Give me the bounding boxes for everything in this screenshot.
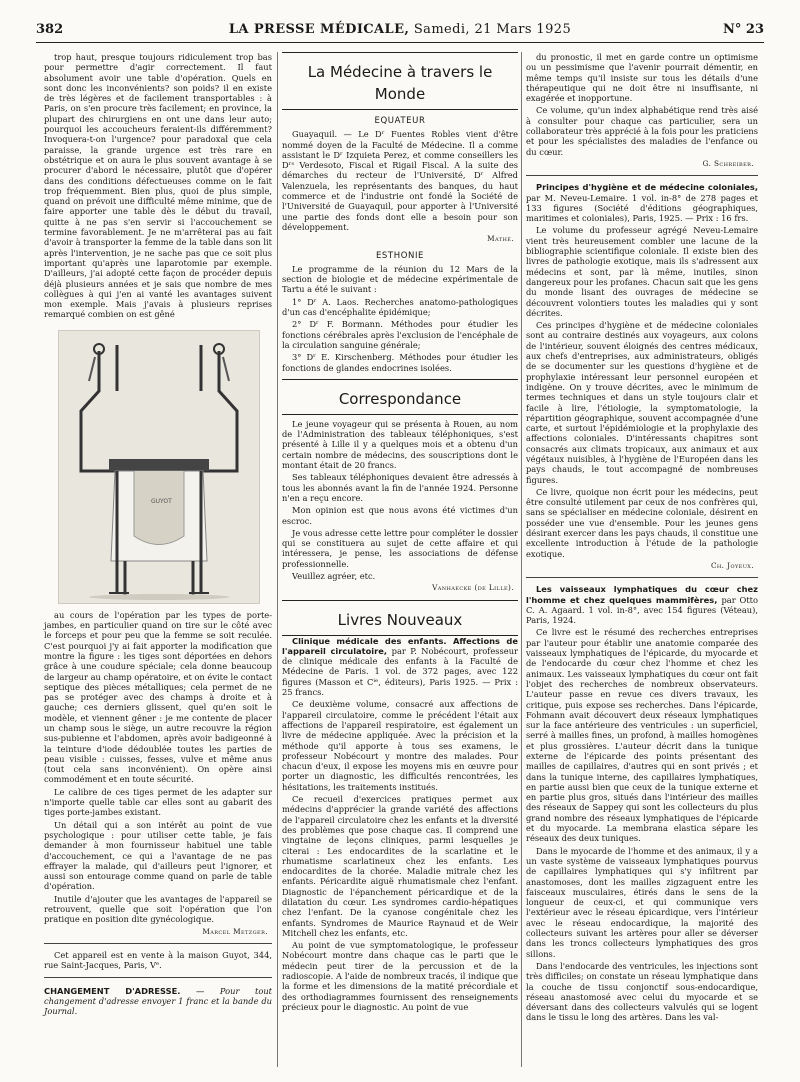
article-paragraph: Inutile d'ajouter que les avantages de l'appareil se retrouvent, quelle que soit l'opération que l'on pratique en position dite gynécologique. (44, 893, 272, 925)
review-paragraph: Au point de vue symptomatologique, le professeur Nobécourt montre dans chaque cas le parti que le médecin peut tirer de la percussion et de la radioscopie. A l'aide de nombreux tracés, il indique que la forme et les dimensions de la matité précordiale et des orthodiagrammes fournissent des renseignements précieux pour le diagnostic. Au point de vue (282, 940, 518, 1012)
author-signature: Vanhaecke (de Lille). (432, 583, 514, 593)
section-title: Correspondance (338, 389, 462, 408)
page-header (36, 22, 764, 52)
section-title: La Médecine à travers le Monde (307, 63, 493, 103)
author-signature: Ch. Joyeux. (710, 560, 754, 570)
review-paragraph: Dans l'endocarde des ventricules, les injections sont très difficiles; on constate un réseau lymphatique dans la couche de tissu conjonctif sous-endocardique, réseau anastomosé avec celui du myocarde et se déversant dans des collecteurs valvulés qui se logent dans le tissu le long des artères. Dans les val- (526, 960, 758, 1023)
review-paragraph: Dans le myocarde de l'homme et des animaux, il y a un vaste système de vaisseaux lymphatiques pourvus de capillaires lymphatiques qui s'y infiltrent par anastomoses, dont les mailles zigzaguent entre les faisceaux musculaires, étirés dans le sens de la longueur de ceux-ci, et qui communique vers l'extérieur avec le réseau épicardique, vers l'intérieur avec le réseau endocardique, la majorité des collecteurs suivant les artères pour aller se déverser dans les troncs collecteurs lymphatiques des gros sillons. (526, 845, 758, 959)
list-item: 3° Dʳ E. Kirschenberg. Méthodes pour étudier les fonctions de glandes endocrines isolées. (282, 352, 518, 373)
book-meta: par Otto C. A. Agaard. 1 vol. in-8°, avec 154 figures (Véteau), Paris, 1924. (526, 594, 758, 626)
author-signature: Marcel Metzger. (202, 926, 268, 936)
letter-paragraph: Ses tableaux téléphoniques devaient être adressés à tous les abonnés avant la fin de l'année 1924. Personne n'en a reçu encore. (282, 472, 518, 503)
section-header-correspondence (282, 379, 518, 415)
news-paragraph: Guayaquil. — Le Dʳ Fuentes Robles vient d'être nommé doyen de la Faculté de Médecine. Il a comme assistant le Dʳ Izquieta Perez, et comme conseillers les Dʳˢ Verdesoto, Fiscal et Rigail Fiscal. A la suite des démarches du recteur de l'Université, Dʳ Alfred Valenzuela, les représentants des banques, du haut commerce et de l'industrie ont fondé la Société de l'Université de Guayaquil, pour apporter à l'Université une partie des fonds dont elle a besoin pour son développement. (282, 129, 518, 232)
review-paragraph: Ces principes d'hygiène et de médecine coloniales sont au contraire destinés aux voyageurs, aux colons de l'intérieur, souvent éloignés des centres médicaux, aux chefs d'entreprises, aux administrateurs, obligés de se documenter sur les questions d'hygiène et de prophylaxie intéressant leur personnel européen et indigène. On y trouve décrites, avec le minimum de termes techniques et dans un style toujours clair et facile à lire, l'étiologie, la symptomatologie, la répartition géographique, souvent accompagnée d'une carte, et surtout l'épidémiologie et la prophylaxie des affections coloniales. D'intéressants chapitres sont consacrés aux climats tropicaux, aux animaux et aux végétaux nuisibles, à l'hygiène de l'Européen dans les pays chauds, le tout accompagné de nombreuses figures. (526, 320, 758, 485)
column-divider (521, 52, 522, 1067)
journal-name: LA PRESSE MÉDICALE, (228, 22, 410, 37)
book-heading (526, 584, 758, 625)
article-paragraph: au cours de l'opération par les types de porte-jambes, en particulier quand on tire sur le côté avec le forceps et pour peu que la femme se soit reculée. C'est pourquoi j'y ai fait apporter la modification que montre la figure : les tiges sont déportées en dehors grâce à une coudure spéciale; cela donne beaucoup de largeur au champ opératoire, et on évite le contact septique des pièces métalliques; cela permet de ne pas se protéger avec des champs à droite et à gauche; ces derniers glissent, quel qu'en soit le modèle, et viennent gêner : je me contente de placer un champ sous le siège, un autre recouvre la région sus-pubienne et l'abdomen, après avoir badigeonné à la teinture d'iode dédoublée toutes les parties de peau visible : cuisses, fesses, vulve et même anus (tout cela sans inconvénient). On opère ainsi commodément et en toute sécurité. (44, 609, 272, 785)
book-meta: par P. Nobécourt, professeur de clinique médicale des enfants à la Faculté de Médecine de Paris. 1 vol. de 372 pages, avec 122 figures (Masson et Cⁱᵉ, éditeurs), Paris 1925. — Prix : 25 francs. (282, 645, 519, 698)
book-heading (282, 636, 518, 698)
country-heading: ESTHONIE (375, 250, 425, 261)
column-middle (282, 52, 518, 1014)
review-paragraph: du pronostic, il met en garde contre un optimisme ou un pessimisme que l'avenir pourrait démentir, en même temps qu'il insiste sur tous les détails d'une thérapeutique qui ne doit être ni insuffisante, ni exagérée et inopportune. (526, 52, 758, 104)
review-paragraph: Ce livre est le résumé des recherches entreprises par l'auteur pour établir une anatomie comparée des vaisseaux lymphatiques de l'épicarde, du myocarde et de l'endocarde du cœur chez l'homme et chez les animaux. Les vaisseaux lymphatiques du cœur ont fait l'objet des recherches de nombreux observateurs. L'auteur passe en revue ces divers travaux, les critique, puis expose ses recherches. Dans l'épicarde, Fohmann avait découvert deux réseaux lymphatiques sur la face antérieure des ventricules : un superficiel, serré à mailles fines, un profond, à mailles homogènes et plus grossières. L'auteur décrit dans la tunique externe de l'épicarde des points présentant des mailles de capillaires, d'autres qui en sont privés ; et dans la tunique interne, des capillaires lymphatiques, en partie aussi bien que ceux de la tunique externe et en partie plus gros, situés dans l'intérieur des mailles des réseaux de Sappey qui sont les collecteurs du plus grand nombre des réseaux lymphatiques de l'épicarde et du myocarde. La membrana elastica sépare les réseaux des deux tuniques. (526, 627, 758, 844)
book-heading (526, 182, 758, 223)
country-heading: EQUATEUR (374, 116, 426, 126)
delivery-table-illustration (59, 331, 259, 603)
column-left (44, 52, 272, 1016)
review-paragraph: Ce recueil d'exercices pratiques permet aux médecins d'apprécier la grande variété des affections de l'appareil circulatoire chez les enfants et la diversité des problèmes que pose chaque cas. Il comprend une vingtaine de leçons cliniques, parmi lesquelles je citerai : Les endocardites de la scarlatine et le rhumatisme scarlatineux chez les enfants. Les endocardites de la chorée. Maladie mitrale chez les enfants. Péricardite aiguë rhumatismale chez l'enfant. Diagnostic de l'épanchement péricardique et de la dilatation du cœur. Les syndromes cardio-hépatiques chez l'enfant. De la cyanose congénitale chez les enfants. Syndromes de Maurice Raynaud et de Weir Mitchell chez les enfants, etc. (282, 794, 518, 938)
book-meta: par M. Neveu-Lemaire. 1 vol. in-8° de 278 pages et 133 figures (Société d'éditions géographiques, maritimes et coloniales), Paris, 1925. — Prix : 16 frs. (526, 192, 758, 224)
section-header-books (282, 600, 518, 636)
letter-paragraph: Veuillez agréer, etc. (292, 570, 376, 581)
letter-paragraph: Je vous adresse cette lettre pour compléter le dossier qui se constituera au sujet de cette affaire et qui intéressera, je pense, les associations de défense professionnelle. (282, 527, 518, 569)
letter-paragraph: Mon opinion est que nous avons été victimes d'un escroc. (282, 505, 518, 526)
figure-label: GUYOT (151, 497, 172, 505)
divider (526, 577, 758, 578)
book-title: Clinique médicale des enfants. Affections de l'appareil circulatoire, (282, 635, 518, 656)
issue-date: Samedi, 21 Mars 1925 (413, 22, 572, 37)
author-signature: G. Schreiber. (702, 158, 754, 168)
figure-delivery-table (58, 330, 260, 604)
divider (526, 175, 758, 176)
review-paragraph: Ce livre, quoique non écrit pour les médecins, peut être consulté utilement par ceux de nos confrères qui, sans se spécialiser en médecine coloniale, désirent en posséder une vue d'ensemble. Pour les jeunes gens désirant exercer dans les pays chauds, il constitue une excellente introduction à l'étude de la pathologie exotique. (526, 486, 758, 559)
journal-title (36, 22, 764, 37)
section-title: Livres Nouveaux (337, 610, 463, 629)
issue-number: N° 23 (723, 22, 764, 37)
page-number: 382 (36, 22, 64, 37)
divider (44, 977, 272, 978)
review-paragraph: Ce deuxième volume, consacré aux affections de l'appareil circulatoire, comme le précédent l'était aux affections de l'appareil respiratoire, est également un livre de médecine appliquée. Avec la précision et la méthode qu'il apporte à tous ses examens, le professeur Nobécourt y montre des malades. Pour chacun d'eux, il expose les moyens mis en œuvre pour porter un diagnostic, les difficultés rencontrées, les hésitations, les traitements institués. (282, 699, 518, 792)
article-paragraph: Le calibre de ces tiges permet de les adapter sur n'importe quelle table car elles sont au gabarit des tiges porte-jambes existant. (44, 786, 272, 818)
news-paragraph: Le programme de la réunion du 12 Mars de la section de biologie et de médecine expérimentale de Tartu a été le suivant : (282, 263, 518, 295)
list-item: 2° Dʳ F. Bormann. Méthodes pour étudier les fonctions cérébrales après l'exclusion de l'encéphale de la circulation sanguine générale; (282, 319, 518, 350)
article-paragraph: Un détail qui a son intérêt au point de vue psychologique : pour utiliser cette table, je fais demander à mon fournisseur habituel une table d'accouchement, ce qui a l'avantage de ne pas effrayer la malade, qui d'ailleurs peut l'ignorer, et aussi son entourage comme quand on parle de table d'opération. (44, 819, 272, 892)
author-signature: Mathé. (487, 234, 514, 244)
address-change-notice (44, 986, 272, 1017)
divider (44, 943, 272, 944)
review-paragraph: Ce volume, qu'un index alphabétique rend très aisé à consulter pour chaque cas particulier, sera un collaborateur très apprécié à la fois pour les praticiens et pour les spécialistes des maladies de l'enfance ou du cœur. (526, 105, 758, 157)
book-title: Principes d'hygiène et de médecine coloniales, (536, 182, 758, 193)
list-item: 1° Dʳ A. Laos. Recherches anatomo-pathologiques d'un cas d'encéphalite épidémique; (282, 296, 518, 318)
section-header-world (282, 52, 518, 110)
sale-note: Cet appareil est en vente à la maison Guyot, 344, rue Saint-Jacques, Paris, Vᵉ. (44, 949, 272, 971)
notice-title: CHANGEMENT D'ADRESSE. (44, 985, 181, 996)
review-paragraph: Le volume du professeur agrégé Neveu-Lemaire vient très heureusement combler une lacune de la bibliographie scientifique coloniale. Il existe bien des livres de pathologie exotique, mais ils s'adressent aux médecins et sont, par là même, inutiles, sinon dangereux pour les profanes. Chacun sait que les gens du monde lisant des ouvrages de médecine se découvrent volontiers toutes les maladies qui y sont décrites. (526, 225, 758, 318)
letter-paragraph: Le jeune voyageur qui se présenta à Rouen, au nom de l'Administration des tableaux téléphoniques, s'est présenté à Lille il y a quelques mois et a obtenu d'un certain nombre de médecins, des souscriptions dont le montant était de 20 francs. (282, 418, 518, 471)
article-paragraph: trop haut, presque toujours ridiculement trop bas pour permettre d'agir correctement. Il faut absolument avoir une table d'opération. Quels en sont donc les inconvénients? son poids? il en existe de très légères et de facilement transportables : à Paris, on s'en procure très facilement; en province, la plupart des chirurgiens en ont une dans leur auto; pourquoi les accoucheurs feraient-ils différemment? Invoquera-t-on l'urgence? pour paradoxal que cela paraisse, la grande urgence est très rare en obstétrique et on aura le plus souvent avantage à se procurer d'abord le nécessaire, plutôt que d'opérer dans des conditions défectueuses comme on le fait trop fréquemment. Bien plus, quoi de plus simple, quand on prévoit une difficulté même minime, que de faire apporter une table dès le début du travail, quitte à ne pas s'en servir si l'accouchement se termine favorablement. Je ne m'arrêterai pas au fait d'avoir à transporter la femme de la table dans son lit après l'intervention, je ne sache pas que ce soit plus important qu'après une laparotomie par exemple. D'ailleurs, j'ai adopté cette façon de procéder depuis déjà plusieurs années et je sais que nombre de mes collègues à qui j'en ai vanté les avantages suivent mon exemple. Mais j'avais à plusieurs reprises remarqué combien on est gêné (44, 52, 272, 320)
column-right (526, 52, 758, 1025)
notice-text: — Pour tout changement d'adresse envoyer 1 franc et la bande du Journal. (44, 985, 272, 1017)
column-divider (277, 52, 278, 1067)
book-title: Les vaisseaux lymphatiques du cœur chez l'homme et chez quelques mammifères, (526, 584, 758, 605)
header-rule (36, 42, 764, 43)
